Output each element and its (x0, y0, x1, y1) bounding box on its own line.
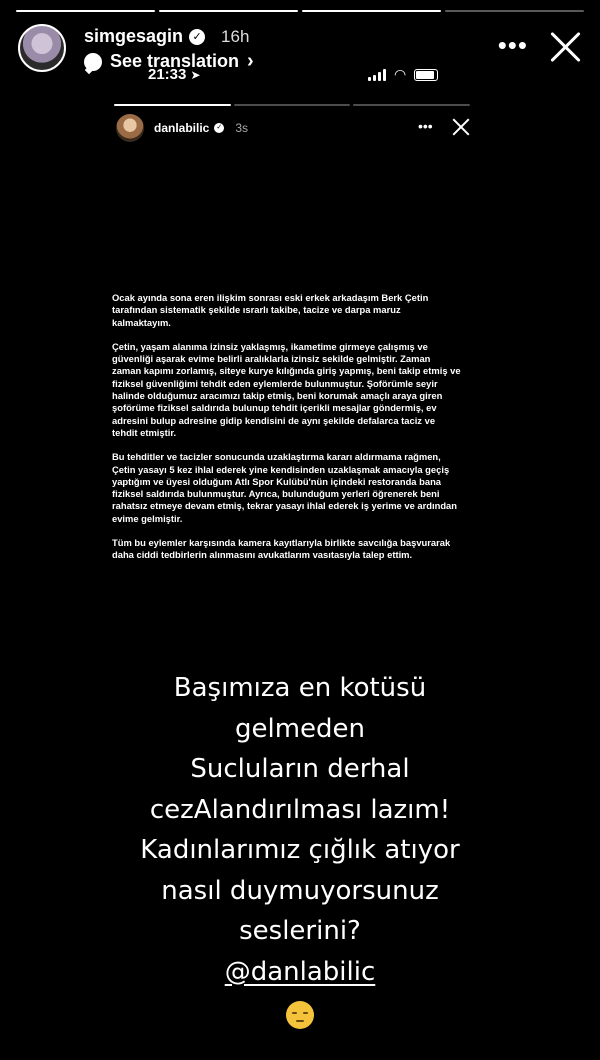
progress-segment (16, 10, 155, 12)
avatar[interactable] (18, 24, 66, 72)
inner-avatar (116, 114, 144, 142)
inner-close-icon (452, 118, 470, 136)
verified-badge-icon: ✓ (214, 123, 224, 133)
close-button[interactable] (548, 30, 582, 64)
progress-segment (445, 10, 584, 12)
wifi-icon: ◠ (394, 66, 407, 82)
progress-segment (353, 104, 470, 106)
verified-badge-icon: ✓ (189, 29, 205, 45)
inner-story-author (154, 121, 248, 135)
status-bar-time (148, 66, 201, 83)
progress-segment (114, 104, 231, 106)
inner-story-progress (114, 104, 470, 106)
battery-icon (414, 69, 438, 81)
caption-line: Başımıza en kotüsü (173, 673, 427, 703)
story-author[interactable] (84, 26, 249, 47)
more-options-button[interactable]: ••• (497, 30, 528, 60)
progress-segment (159, 10, 298, 12)
statement-paragraph: Bu tehditler ve tacizler sonucunda uzaklaştırma kararı aldırmama rağmen, Çetin yasayı 5 kez ihlal ederek yine kendisinden uzaklaşmak amacıyla geçiş yaptığım ve üyesi olduğum Atlı Spor Kulübü'nün içindeki restoranda bana fiziksel saldırıda bulunmuştur. Ayrıca, bulunduğum yerleri öğrenerek beni rahatsız etmeye devam etmiş, tekrar yasayı ihlal ederek iş yerime ve ardından evime gelmiştir. (112, 451, 457, 524)
caption-line: nasıl duymuyorsunuz (161, 875, 439, 906)
mention-link[interactable]: @danlabilic (224, 956, 376, 987)
signal-icon (368, 69, 386, 81)
caption-line: gelmeden (234, 713, 366, 744)
statement-text (112, 292, 462, 574)
inner-post-time: 3s (235, 121, 249, 135)
username[interactable]: simgesagin (84, 26, 184, 46)
caption-line: Kadınlarımız çığlık atıyor (140, 835, 460, 865)
progress-segment (234, 104, 351, 106)
location-arrow-icon: ➤ (190, 68, 201, 82)
statement-paragraph: Tüm bu eylemler karşısında kamera kayıtlarıyla birlikte savcılığa başvurarak daha ciddi tedbirlerin alınmasını avukatlarım vasıtasıyla talep ettim. (112, 537, 451, 561)
progress-segment (302, 10, 441, 12)
inner-more-icon: ••• (418, 118, 433, 134)
speech-bubble-icon (84, 53, 102, 71)
see-translation-label: See translation (110, 51, 240, 71)
caption-line: Sucluların derhal (190, 754, 410, 784)
pensive-face-icon (286, 1001, 314, 1029)
statement-paragraph: Çetin, yaşam alanıma izinsiz yaklaşmış, ikametime girmeye çalışmış ve güvenliği aşarak evime belirli aralıklarla izinsiz sekilde gelmiştir. Zaman zaman kapımı zorlamış, siteye kurye kılığında giriş yapmış, beni takip etmiş ve fiziksel güvenliğimi tehdit eden eylemlerde bulunmuştur. Şoförümle seyir halinde olduğumuz aracımızı takip etmiş, beni korumak amaçlı araya giren şoförüme fiziksel saldırıda bulunup tehdit içerikli mesajlar göndermiş, ev adresini bulup adresine gidip kendisini de aynı şekilde defalarca taciz ve tehdit etmiştir. (112, 340, 461, 438)
status-bar-icons (368, 66, 438, 83)
caption-line: seslerini? (239, 916, 361, 946)
story-progress-bar (16, 10, 584, 12)
statement-paragraph: Ocak ayında sona eren ilişkim sonrası eski erkek arkadaşım Berk Çetin tarafından sistematik şekilde ısrarlı takibe, tacize ve darpa maruz kalmaktayım. (112, 292, 429, 328)
clock: 21:33 (148, 66, 187, 83)
chevron-right-icon: › (247, 50, 254, 72)
inner-username: danlabilic (154, 121, 210, 135)
story-caption (0, 668, 600, 1033)
post-time: 16h (221, 26, 250, 46)
caption-line: cezAlandırılması lazım! (149, 794, 451, 825)
